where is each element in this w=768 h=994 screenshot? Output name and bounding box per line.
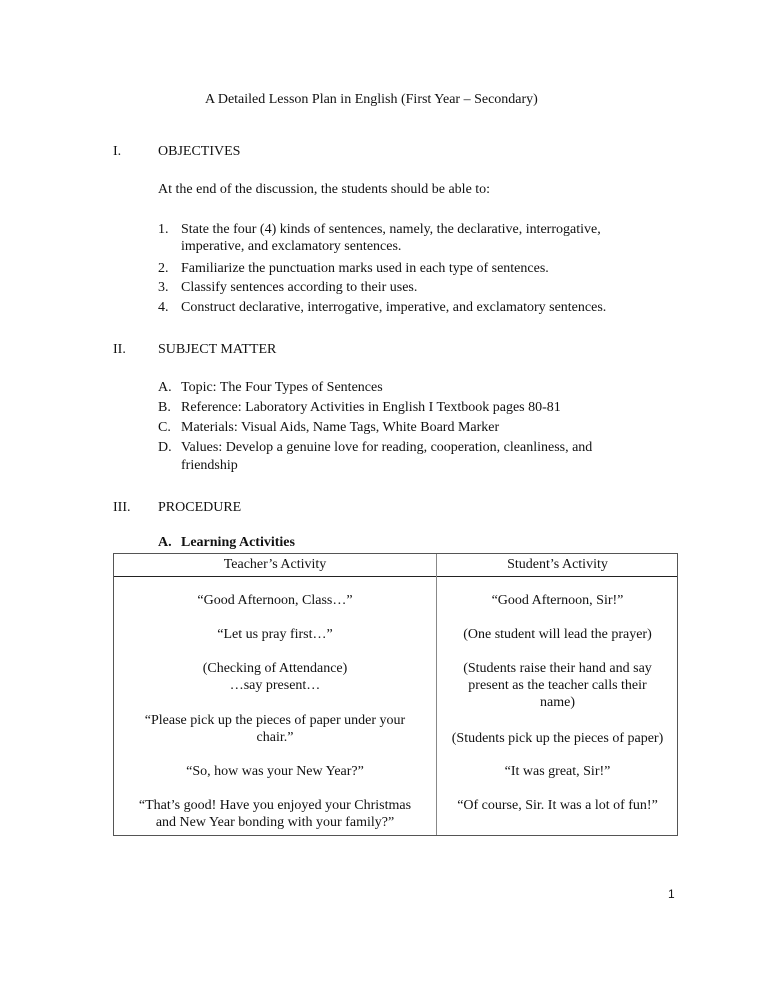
- list-item-text: Classify sentences according to their uses.: [181, 280, 418, 295]
- list-marker: 3.: [158, 280, 169, 295]
- document-title: A Detailed Lesson Plan in English (First Year – Secondary): [205, 92, 538, 107]
- teacher-cell: [114, 763, 436, 780]
- teacher-cell: [114, 660, 436, 694]
- teacher-cell: [114, 797, 436, 831]
- subheading-marker: A.: [158, 535, 172, 550]
- list-marker: 1.: [158, 222, 169, 237]
- header-student-activity: Student’s Activity: [507, 557, 608, 572]
- section-heading-subject-matter: SUBJECT MATTER: [158, 342, 277, 357]
- cell-line: “Good Afternoon, Sir!”: [491, 593, 624, 608]
- list-marker: C.: [158, 420, 171, 435]
- list-marker: 4.: [158, 300, 169, 315]
- cell-line: “Of course, Sir. It was a lot of fun!”: [457, 798, 658, 813]
- student-cell: [437, 730, 678, 747]
- teacher-cell: [114, 592, 436, 609]
- cell-line: “So, how was your New Year?”: [186, 764, 364, 779]
- section-numeral: III.: [113, 500, 131, 515]
- list-item-text: Construct declarative, interrogative, imperative, and exclamatory sentences.: [181, 300, 607, 315]
- cell-line: “It was great, Sir!”: [504, 764, 611, 779]
- cell-line: “Let us pray first…”: [217, 627, 333, 642]
- student-cell: [437, 626, 678, 643]
- teacher-cell: [114, 626, 436, 643]
- list-item-text: Topic: The Four Types of Sentences: [181, 380, 383, 395]
- objectives-intro: At the end of the discussion, the students should be able to:: [158, 182, 491, 197]
- cell-line: (Students pick up the pieces of paper): [451, 731, 664, 746]
- list-item-text: Values: Develop a genuine love for reading, cooperation, cleanliness, and: [181, 440, 593, 455]
- header-teacher-activity: Teacher’s Activity: [223, 557, 327, 572]
- cell-line: (Students raise their hand and say: [463, 661, 652, 676]
- list-item-text: Materials: Visual Aids, Name Tags, White Board Marker: [181, 420, 500, 435]
- cell-line: “Please pick up the pieces of paper under your: [144, 713, 406, 728]
- list-marker: D.: [158, 440, 172, 455]
- cell-line: “That’s good! Have you enjoyed your Christmas: [138, 798, 412, 813]
- list-item-text: friendship: [181, 458, 238, 473]
- cell-line: name): [540, 695, 575, 710]
- cell-line: “Good Afternoon, Class…”: [197, 593, 353, 608]
- cell-line: (One student will lead the prayer): [463, 627, 652, 642]
- section-heading-procedure: PROCEDURE: [158, 500, 242, 515]
- learning-activities-table: [113, 553, 678, 836]
- page-number: 1: [668, 887, 675, 901]
- list-item-text: imperative, and exclamatory sentences.: [181, 239, 402, 254]
- section-numeral: II.: [113, 342, 126, 357]
- cell-line: present as the teacher calls their: [468, 678, 647, 693]
- list-item-text: State the four (4) kinds of sentences, namely, the declarative, interrogative,: [181, 222, 601, 237]
- subheading-learning-activities: Learning Activities: [181, 535, 295, 550]
- student-cell: [437, 592, 678, 609]
- cell-line: chair.”: [256, 730, 294, 745]
- section-heading-objectives: OBJECTIVES: [158, 144, 241, 159]
- student-cell: [437, 763, 678, 780]
- list-item-text: Familiarize the punctuation marks used in each type of sentences.: [181, 261, 549, 276]
- list-marker: A.: [158, 380, 172, 395]
- cell-line: and New Year bonding with your family?”: [155, 815, 395, 830]
- cell-line: (Checking of Attendance): [202, 661, 348, 676]
- cell-line: …say present…: [229, 678, 321, 693]
- list-item-text: Reference: Laboratory Activities in English I Textbook pages 80-81: [181, 400, 561, 415]
- section-numeral: I.: [113, 144, 122, 159]
- list-marker: B.: [158, 400, 171, 415]
- student-cell: [437, 660, 678, 711]
- list-marker: 2.: [158, 261, 169, 276]
- student-cell: [437, 797, 678, 814]
- teacher-cell: [114, 712, 436, 746]
